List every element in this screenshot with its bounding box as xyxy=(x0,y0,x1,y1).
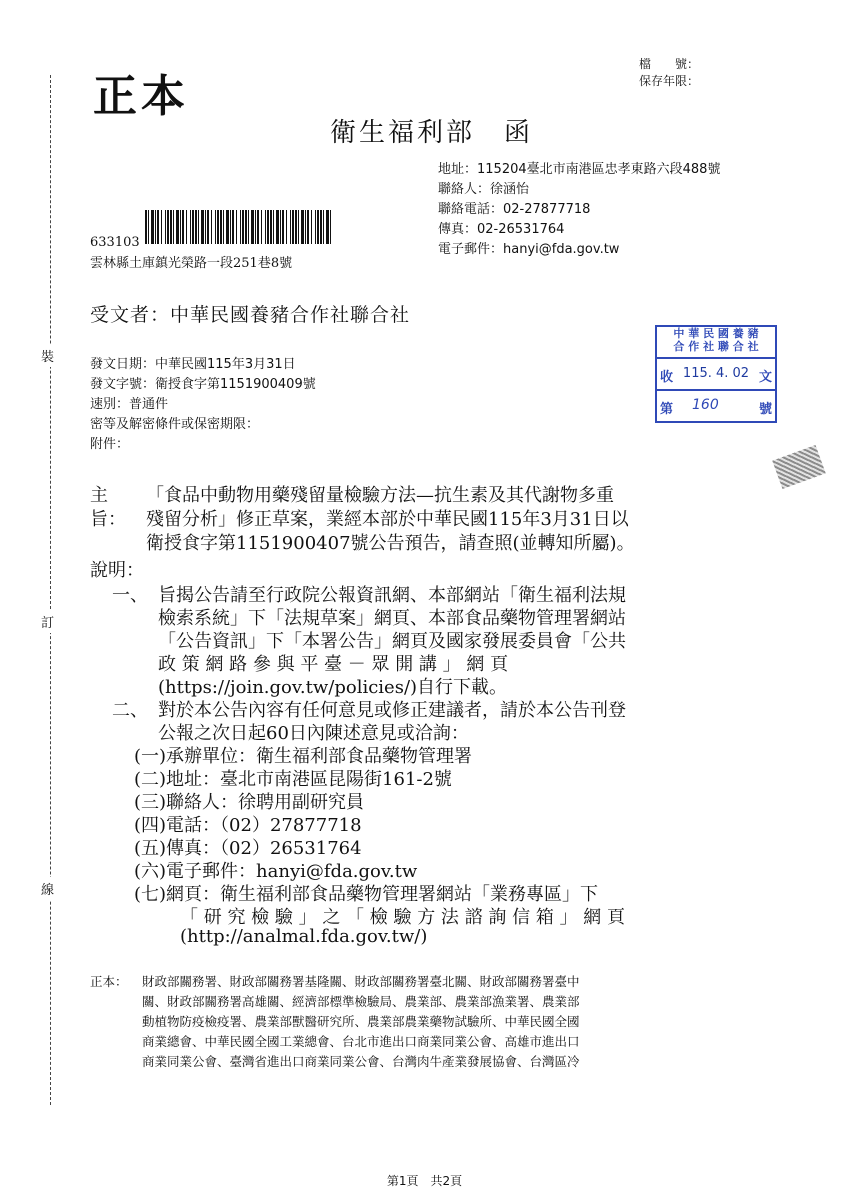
cc-label: 正本： xyxy=(90,974,128,989)
subject-line: 「食品中動物用藥殘留量檢驗方法—抗生素及其代謝物多重 xyxy=(146,485,614,506)
binding-mark: 裝 xyxy=(41,344,54,367)
postcode: 633103 xyxy=(90,235,140,250)
subject-line: 殘留分析」修正草案，業經本部於中華民國115年3月31日以 xyxy=(146,509,629,530)
subitem: (三)聯絡人：徐聘用副研究員 xyxy=(134,792,365,813)
subitem: (二)地址：臺北市南港區昆陽街161-2號 xyxy=(134,769,452,790)
sender-address: 地址：115204臺北市南港區忠孝東路六段488號 xyxy=(438,162,721,177)
item-line: 檢索系統」下「法規草案」網頁、本部食品藥物管理署網站 xyxy=(158,608,626,629)
mailing-address: 雲林縣土庫鎮光榮路一段251巷8號 xyxy=(90,256,293,271)
issue-number: 發文字號：衛授食字第1151900409號 xyxy=(90,377,316,392)
item-line: 旨揭公告請至行政院公報資訊網、本部網站「衛生福利法規 xyxy=(158,585,626,606)
cc-line: 商業同業公會、臺灣省進出口商業同業公會、台灣肉牛產業發展協會、台灣區冷 xyxy=(142,1054,580,1069)
sender-phone: 聯絡電話：02-27877718 xyxy=(438,202,591,217)
subitem: (五)傳真：（02）26531764 xyxy=(134,838,362,859)
binding-dashed-line xyxy=(50,75,51,1105)
subitem: (七)網頁：衛生福利部食品藥物管理署網站「業務專區」下 xyxy=(134,884,599,905)
subitem-continuation: (http://analmal.fda.gov.tw/) xyxy=(180,926,428,947)
cc-line: 關、財政部關務署高雄關、經濟部標準檢驗局、農業部、農業部漁業署、農業部 xyxy=(142,994,580,1009)
stamp-number-label: 第 xyxy=(660,402,674,417)
stamp-number-suffix: 號 xyxy=(758,402,772,417)
file-meta xyxy=(639,56,699,90)
speed: 速別：普通件 xyxy=(90,397,169,412)
subject-label: 主旨： xyxy=(90,485,126,530)
item-line: 「公告資訊」下「本署公告」網頁及國家發展委員會「公共 xyxy=(158,631,626,652)
item-line: 政 策 網 路 參 與 平 臺 － 眾 開 講 」 網 頁 xyxy=(158,654,509,675)
item-line: 公報之次日起60日內陳述意見或洽詢： xyxy=(158,723,469,744)
secrecy: 密等及解密條件或保密期限： xyxy=(90,417,260,432)
stamp-received-date: 115. 4. 02 xyxy=(682,366,750,381)
binding-mark: 訂 xyxy=(41,610,54,633)
explanation-label: 說明： xyxy=(90,560,144,581)
sender-email: 電子郵件：hanyi@fda.gov.tw xyxy=(438,242,620,257)
sender-contact: 聯絡人：徐涵怡 xyxy=(438,182,530,197)
document-title: 衛生福利部 函 xyxy=(330,118,534,148)
subitem: (四)電話：（02）27877718 xyxy=(134,815,362,836)
cc-line: 動植物防疫檢疫署、農業部獸醫研究所、農業部農業藥物試驗所、中華民國全國 xyxy=(142,1014,580,1029)
stamp-date-row xyxy=(657,359,775,391)
stamp-number-row xyxy=(657,391,775,421)
subitem: (六)電子郵件：hanyi@fda.gov.tw xyxy=(134,861,418,882)
attachment: 附件： xyxy=(90,437,130,452)
received-stamp xyxy=(655,325,777,423)
copy-type-label: 正本 xyxy=(93,71,189,122)
stamp-received-label: 收 xyxy=(660,370,674,385)
sender-info xyxy=(438,160,720,260)
issue-date: 發文日期：中華民國115年3月31日 xyxy=(90,357,296,372)
stamp-received-suffix: 文 xyxy=(758,370,772,385)
cc-line: 財政部關務署、財政部關務署基隆關、財政部關務署臺北關、財政部關務署臺中 xyxy=(142,974,580,989)
cc-line: 商業總會、中華民國全國工業總會、台北市進出口商業同業公會、高雄市進出口 xyxy=(142,1034,580,1049)
stamp-org-line2: 合 作 社 聯 合 社 xyxy=(673,340,759,353)
page-footer: 第1頁 共2頁 xyxy=(386,1174,463,1188)
perforation-stamp-icon xyxy=(772,445,825,489)
barcode-icon xyxy=(145,210,333,244)
retention-label: 保存年限： xyxy=(638,74,699,88)
stamp-org-line1: 中 華 民 國 養 豬 xyxy=(673,327,759,340)
item-marker: 一、 xyxy=(112,585,148,606)
stamp-org xyxy=(657,327,775,359)
item-line: (https://join.gov.tw/policies/)自行下載。 xyxy=(158,677,508,698)
subject-line: 衛授食字第1151900407號公告預告，請查照(並轉知所屬)。 xyxy=(146,533,635,554)
binding-mark: 線 xyxy=(41,877,54,900)
item-marker: 二、 xyxy=(112,700,148,721)
item-line: 對於本公告內容有任何意見或修正建議者，請於本公告刊登 xyxy=(158,700,626,721)
recipient: 受文者：中華民國養豬合作社聯合社 xyxy=(90,304,411,326)
sender-fax: 傳真：02-26531764 xyxy=(438,222,565,237)
subitem: (一)承辦單位：衛生福利部食品藥物管理署 xyxy=(134,746,473,767)
subitem-continuation: 「 研 究 檢 驗 」 之 「 檢 驗 方 法 諮 詢 信 箱 」 網 頁 xyxy=(180,907,625,928)
stamp-number-value: 160 xyxy=(692,397,719,413)
file-number-label: 檔 號： xyxy=(638,57,699,71)
document-meta xyxy=(90,355,316,455)
